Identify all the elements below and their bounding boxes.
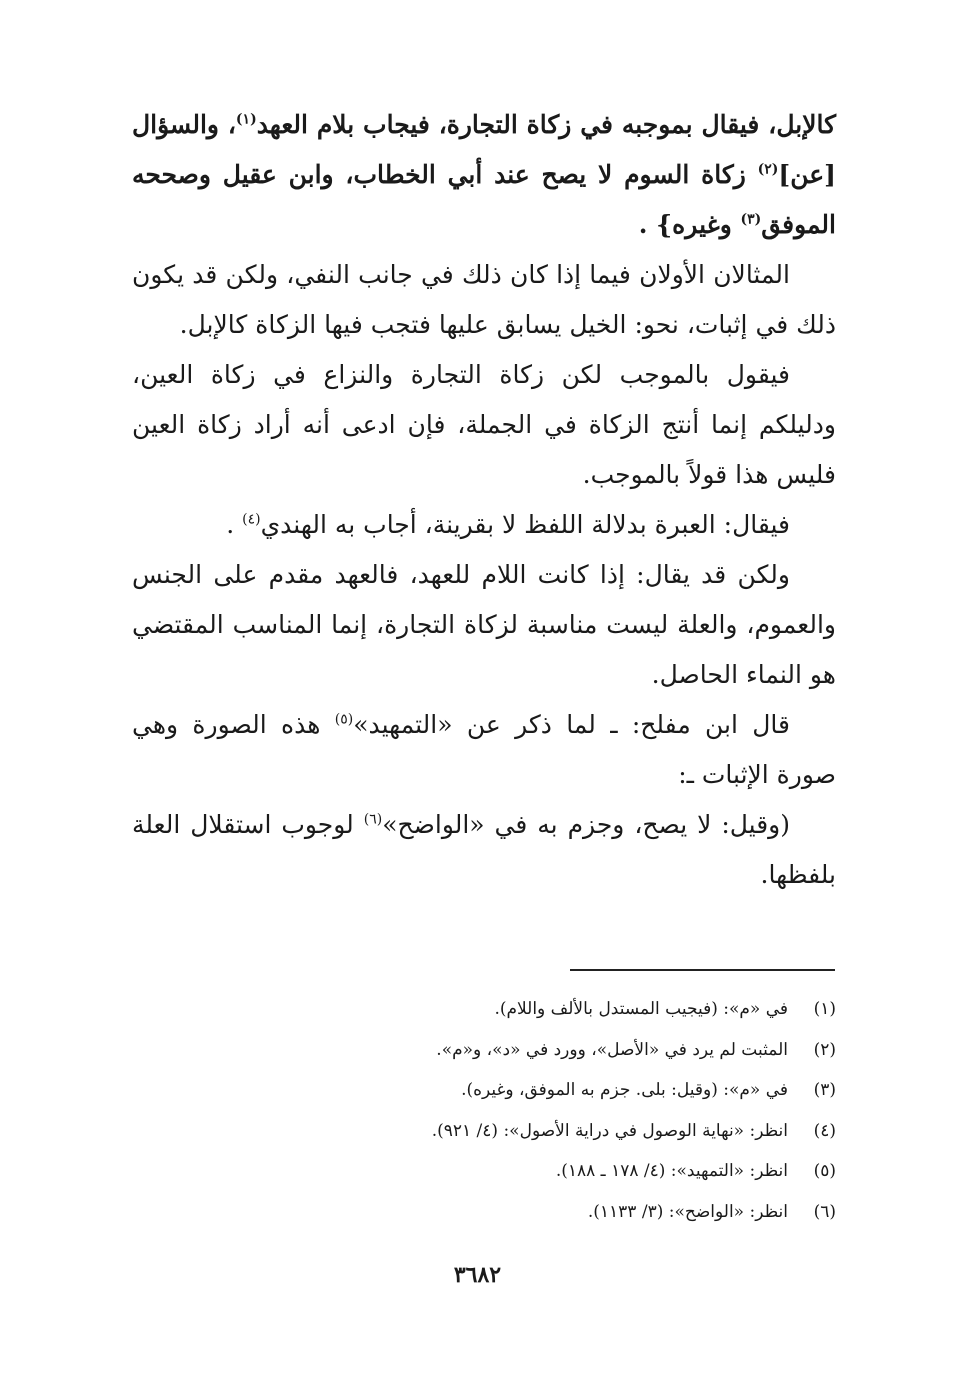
page-number: ٣٦٨٢	[453, 1262, 502, 1288]
text-segment: زكاة السوم لا يصح عند أبي الخطاب، وابن عقيل وصححه الموفق	[132, 160, 836, 239]
footnote-number: (٢)	[813, 1039, 836, 1060]
footnote-reference[interactable]: (٤)	[242, 511, 261, 528]
footnote-text: انظر: «نهاية الوصول في دراية الأصول»: (٤/ ٩٢١).	[431, 1120, 788, 1141]
text-segment: (وقيل: لا يصح، وجزم به في «الواضح»	[382, 810, 790, 839]
footnote-number: (٤)	[813, 1120, 836, 1141]
text-segment: كالإبل، فيقال بموجبه في زكاة التجارة، فيجاب بلام العهد	[256, 110, 836, 139]
footnote-text: المثبت لم يرد في «الأصل»، وورد في «د»، و«م».	[436, 1039, 788, 1060]
text-segment: لوجوب استقلال العلة بلفظها.	[132, 810, 836, 889]
footnote-reference[interactable]: (٥)	[334, 711, 354, 728]
text-segment: ولكن قد يقال: إذا كانت اللام للعهد، فالعهد مقدم على الجنس والعموم، والعلة ليست مناسبة لزكاة التجارة، إنما المناسب المقتضي هو النماء الحاصل.	[132, 560, 836, 689]
footnote-item	[132, 1192, 836, 1233]
paragraph-text	[132, 260, 836, 339]
footnote-text: انظر: «الواضح»: (٣/ ١١٣٣).	[587, 1201, 788, 1222]
paragraph-text	[132, 110, 836, 239]
paragraph-text	[226, 510, 836, 539]
paragraph	[132, 350, 836, 500]
footnote-text: في «م»: (وقيل: بلى. جزم به الموفق، وغيره).	[461, 1080, 788, 1100]
text-segment: المثالان الأولان فيما إذا كان ذلك في جانب النفي، ولكن قد يكون ذلك في إثبات، نحو: الخيل يسابق عليها فتجب فيها الزكاة كالإبل.	[132, 260, 836, 339]
footnote-text: في «م»: (فيجيب المستدل بالألف واللام).	[494, 999, 788, 1019]
footnote-reference[interactable]: (٢)	[757, 161, 779, 178]
text-segment: فيقول بالموجب لكن زكاة التجارة والنزاع في زكاة العين، ودليلكم إنما أنتج الزكاة في الجملة، فإن ادعى أنه أراد زكاة العين فليس هذا قولاً بالموجب.	[132, 360, 836, 489]
footnote-item	[132, 1111, 836, 1152]
footnote-number: (٦)	[813, 1201, 836, 1222]
text-segment: هذه الصورة وهي صورة الإثبات ـ:	[132, 710, 836, 789]
text-segment: قال ابن مفلح: ـ لما ذكر عن «التمهيد»	[353, 710, 790, 739]
text-segment: فيقال: العبرة بدلالة اللفظ لا بقرينة، أجاب به الهندي	[260, 510, 790, 539]
paragraph	[132, 250, 836, 350]
text-segment: وغيره} .	[638, 210, 741, 239]
footnotes	[132, 989, 836, 1232]
footnote-text: انظر: «التمهيد»: (٤/ ١٧٨ ـ ١٨٨).	[555, 1161, 788, 1181]
footnote-divider	[570, 969, 835, 971]
text-segment: .	[226, 510, 243, 539]
paragraph	[132, 100, 836, 250]
paragraph	[132, 800, 836, 900]
paragraph	[132, 500, 836, 550]
paragraph-text	[132, 560, 836, 689]
footnote-item	[132, 1070, 836, 1111]
footnote-item	[132, 1030, 836, 1071]
footnote-reference[interactable]: (١)	[235, 111, 257, 128]
main-text	[132, 100, 836, 900]
paragraph	[132, 550, 836, 700]
text-segment: ، والسؤال [عن]	[132, 110, 836, 189]
paragraph-text	[132, 810, 836, 889]
footnote-number: (١)	[813, 999, 836, 1019]
footnote-reference[interactable]: (٣)	[740, 211, 762, 228]
paragraph-text	[132, 360, 836, 489]
paragraph	[132, 700, 836, 800]
paragraph-text	[132, 710, 836, 789]
footnote-reference[interactable]: (٦)	[363, 811, 383, 828]
footnote-item	[132, 1151, 836, 1192]
footnote-number: (٣)	[813, 1080, 836, 1100]
footnote-number: (٥)	[813, 1161, 836, 1181]
footnote-item	[132, 989, 836, 1030]
